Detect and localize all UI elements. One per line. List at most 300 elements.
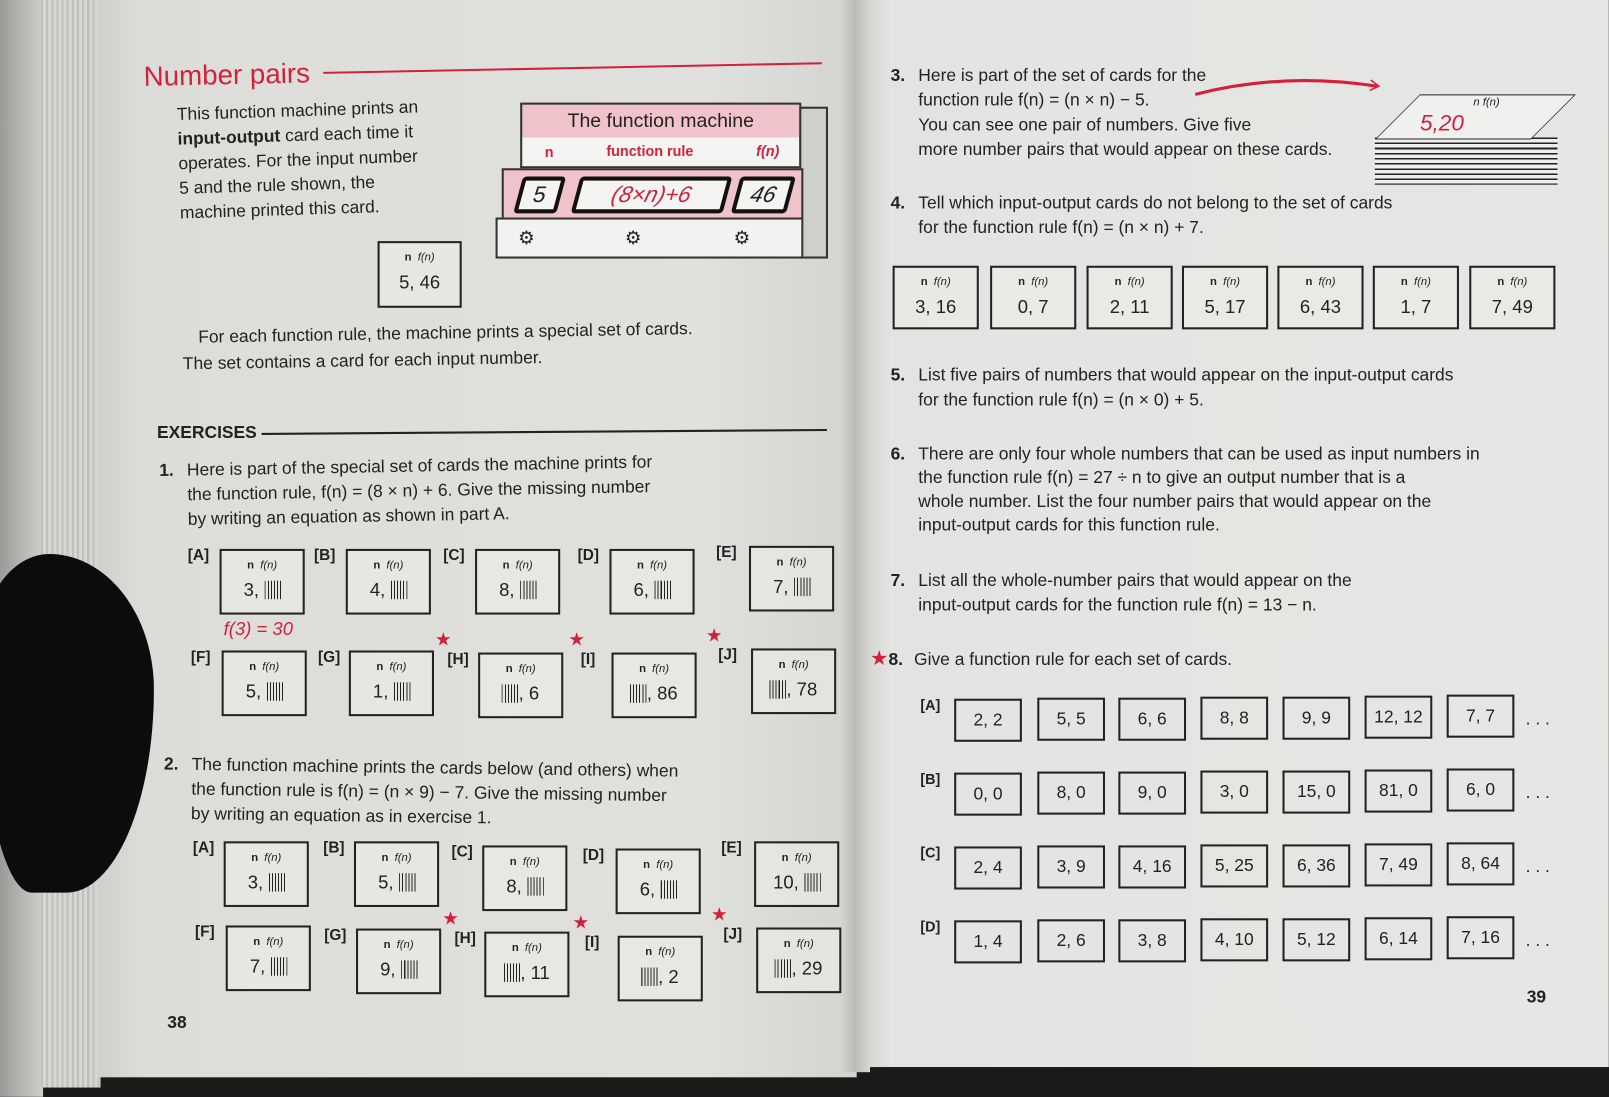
- number-pair-card: 3, 9: [1037, 846, 1105, 889]
- input-output-card: [349, 650, 434, 716]
- card-header-f: f(n): [518, 662, 536, 676]
- card-input: 5,: [378, 872, 399, 893]
- exercise-text: Here is part of the special set of cards the machine prints for: [186, 452, 653, 480]
- card-input: 5,: [245, 681, 267, 702]
- input-output-card: [756, 928, 841, 994]
- card-label: [E]: [721, 839, 742, 857]
- card-header: [751, 556, 832, 569]
- card-value: [224, 680, 305, 703]
- card-header: [756, 852, 837, 865]
- card-input: 1,: [372, 681, 394, 702]
- star-icon: ★: [435, 628, 452, 650]
- hidden-number-bars: [393, 682, 409, 700]
- number-pair-card: 1, 4: [954, 920, 1022, 963]
- input-output-card: [618, 936, 703, 1002]
- card-value: [356, 871, 437, 894]
- hidden-number-bars: [502, 684, 518, 702]
- card-header-f: f(n): [1318, 275, 1336, 289]
- exercise-text: the function rule f(n) = 27 ÷ n to give an output number that is a: [918, 467, 1406, 488]
- card-header-f: f(n): [417, 251, 435, 264]
- input-output-card: [220, 549, 305, 615]
- input-output-card: [224, 841, 309, 907]
- number-pair-card: 5, 25: [1200, 845, 1268, 888]
- card-header-f: f(n): [1223, 275, 1241, 289]
- card-label: [G]: [324, 926, 347, 944]
- machine-title: The function machine: [520, 103, 801, 142]
- input-output-card: [484, 932, 569, 998]
- exercise-number: 2.: [163, 754, 179, 774]
- hidden-number-bars: [642, 968, 658, 986]
- exercise-text: whole number. List the four number pairs that would appear on the: [918, 491, 1432, 511]
- machine-input: 5: [513, 176, 566, 213]
- card-header: [1279, 276, 1361, 289]
- number-pair-card: 81, 0: [1365, 770, 1433, 813]
- card-header: [614, 663, 695, 676]
- exercise-text: function rule f(n) = (n × n) − 5.: [918, 90, 1150, 110]
- number-pair-card: 7, 7: [1447, 695, 1515, 738]
- card-header-f: f(n): [1031, 275, 1049, 289]
- number-pair-card: 6, 0: [1447, 769, 1515, 812]
- input-output-card: [482, 845, 567, 911]
- exercise-text: Give a function rule for each set of cards.: [914, 649, 1233, 669]
- card-header: [484, 856, 565, 869]
- input-output-card: [478, 653, 563, 719]
- card-header-n: n: [920, 275, 928, 289]
- sample-card: [378, 241, 462, 308]
- card-output: , 11: [520, 962, 550, 983]
- card-header-n: n: [247, 559, 255, 572]
- input-output-card: [893, 266, 979, 330]
- card-header: [1471, 276, 1553, 289]
- exercise-text: List all the whole-number pairs that would appear on the: [918, 570, 1352, 590]
- card-label: [B]: [323, 839, 345, 857]
- page-number: 38: [167, 1012, 187, 1033]
- card-header-f: f(n): [522, 855, 540, 868]
- card-input: 9,: [380, 959, 401, 980]
- card-header-n: n: [376, 660, 384, 674]
- card-value: [226, 871, 307, 894]
- stack-card-value: 5,20: [1419, 109, 1464, 136]
- number-pair-card: 2, 4: [954, 846, 1022, 889]
- number-pair-card: 8, 8: [1200, 697, 1268, 740]
- card-value: 5, 17: [1204, 296, 1246, 318]
- hidden-number-bars: [401, 960, 417, 978]
- hidden-number-bars: [527, 877, 543, 895]
- card-header: [1089, 276, 1171, 289]
- input-output-card: [751, 648, 836, 714]
- card-header-f: f(n): [262, 660, 280, 674]
- card-label: [G]: [318, 648, 341, 666]
- number-pair-card: 8, 64: [1447, 843, 1515, 886]
- card-label: [A]: [187, 546, 210, 565]
- card-header: [228, 936, 309, 949]
- card-header-n: n: [1114, 275, 1122, 289]
- card-header-n: n: [505, 662, 513, 676]
- exercise-text: There are only four whole numbers that can be used as input numbers in: [918, 444, 1480, 464]
- intro-line: 5 and the rule shown, the: [178, 172, 376, 198]
- hidden-number-bars: [504, 963, 520, 981]
- card-label: [C]: [443, 546, 465, 565]
- knob-icon: ⚙: [733, 227, 751, 249]
- card-header-n: n: [509, 855, 517, 868]
- exercise-8: [870, 646, 1232, 672]
- card-value: [358, 958, 439, 981]
- input-output-card: [611, 653, 696, 719]
- card-header: [480, 663, 561, 676]
- set-label: [C]: [920, 844, 941, 861]
- card-header: [618, 859, 699, 872]
- ellipsis: . . .: [1525, 708, 1550, 729]
- card-header: [222, 559, 303, 572]
- card-input: 7,: [249, 956, 271, 977]
- input-output-card: [749, 546, 834, 612]
- card-stack-illustration: [1375, 94, 1558, 188]
- card-value: 3, 16: [915, 296, 957, 318]
- card-header: [895, 276, 977, 289]
- intro-line: This function machine prints an: [176, 97, 419, 125]
- card-output: , 2: [658, 966, 679, 988]
- card-input: 4,: [369, 579, 391, 601]
- card-label: [F]: [194, 923, 215, 941]
- number-pair-card: 3, 0: [1200, 771, 1268, 814]
- exercise-text: the function rule, f(n) = (8 × n) + 6. Give the missing number: [187, 476, 651, 505]
- card-header: [477, 559, 558, 572]
- exercise-2: [163, 752, 678, 833]
- input-output-card: [990, 266, 1076, 330]
- card-header-n: n: [1400, 275, 1408, 289]
- card-header-f: f(n): [260, 559, 278, 572]
- machine-f-label: f(n): [756, 142, 780, 160]
- star-icon: ★: [870, 647, 889, 670]
- input-output-card: [609, 549, 694, 615]
- card-header: [224, 661, 305, 674]
- card-header-n: n: [781, 851, 789, 864]
- card-input: 8,: [506, 876, 527, 897]
- card-value: 0, 7: [1017, 296, 1049, 318]
- hidden-number-bars: [660, 880, 676, 898]
- hidden-number-bars: [268, 873, 284, 891]
- book-spine: [839, 0, 870, 1072]
- set-label: [D]: [920, 918, 941, 935]
- card-header-n: n: [776, 556, 784, 569]
- input-output-card: [1277, 266, 1363, 330]
- hidden-number-bars: [775, 959, 791, 977]
- card-value: 7, 49: [1491, 296, 1533, 318]
- card-header-f: f(n): [1413, 275, 1431, 289]
- hidden-number-bars: [266, 682, 282, 700]
- ellipsis: . . .: [1525, 856, 1550, 877]
- card-header-f: f(n): [789, 556, 807, 569]
- card-label: [D]: [577, 546, 600, 565]
- card-value: 2, 11: [1109, 296, 1150, 318]
- card-header-f: f(n): [389, 660, 407, 674]
- card-header-f: f(n): [791, 658, 809, 672]
- card-header-n: n: [637, 559, 644, 572]
- exercise-number: 4.: [890, 192, 906, 213]
- input-output-card: [222, 650, 307, 716]
- exercise-text: input-output cards for the function rule f(n) = 13 − n.: [918, 595, 1317, 615]
- machine-rule: (8×n)+6: [571, 176, 733, 213]
- number-pair-card: 5, 12: [1283, 918, 1351, 961]
- card-label: [A]: [192, 839, 215, 857]
- section-title: Number pairs: [143, 57, 311, 93]
- card-header-f: f(n): [656, 858, 674, 872]
- machine-side: [799, 107, 828, 259]
- card-header-n: n: [373, 559, 381, 572]
- exercise-number: 8.: [888, 649, 904, 669]
- card-output: , 78: [786, 679, 818, 700]
- card-header-n: n: [783, 937, 791, 951]
- exercise-text: by writing an equation as in exercise 1.: [190, 803, 492, 828]
- card-label: [B]: [313, 546, 336, 565]
- hidden-number-bars: [399, 873, 415, 891]
- hidden-number-bars: [264, 581, 280, 599]
- card-value: [751, 576, 832, 599]
- machine-base: [496, 218, 804, 259]
- card-value: [614, 682, 695, 705]
- page-edges: [41, 0, 101, 1088]
- set-label: [A]: [920, 696, 941, 714]
- card-label: [F]: [190, 648, 211, 666]
- number-pair-card: 5, 5: [1037, 698, 1105, 741]
- input-output-card: [616, 849, 701, 915]
- machine-display: [502, 168, 804, 219]
- knob-icon: ⚙: [624, 227, 642, 249]
- card-input: 8,: [499, 579, 520, 601]
- hidden-number-bars: [794, 578, 810, 596]
- card-output: , 29: [791, 958, 823, 979]
- card-header: [611, 559, 692, 572]
- card-header: [992, 276, 1074, 289]
- card-header-n: n: [643, 858, 651, 872]
- exercise-number: 1.: [159, 460, 174, 481]
- intro-text: [176, 95, 421, 226]
- card-header: [1375, 276, 1457, 289]
- explanation-line: For each function rule, the machine prints a special set of cards.: [198, 318, 693, 347]
- card-header-f: f(n): [650, 559, 668, 572]
- card-header-n: n: [502, 559, 510, 572]
- input-output-card: [1182, 266, 1268, 330]
- star-icon: ★: [705, 624, 723, 646]
- machine-n-label: n: [544, 143, 554, 161]
- card-header: [358, 939, 439, 952]
- card-value: [351, 680, 432, 703]
- ellipsis: . . .: [1525, 782, 1550, 803]
- card-input: 7,: [773, 576, 794, 598]
- exercise-number: 6.: [890, 444, 906, 464]
- number-pair-card: 7, 16: [1447, 917, 1515, 960]
- star-icon: ★: [572, 912, 590, 933]
- number-pair-card: 15, 0: [1283, 770, 1351, 813]
- number-pair-card: 0, 0: [954, 773, 1022, 816]
- hidden-number-bars: [270, 957, 286, 975]
- hidden-number-bars: [520, 581, 536, 599]
- arrow-icon: [1190, 72, 1395, 103]
- exercise-7: [891, 568, 1352, 617]
- number-pair-card: 2, 2: [954, 699, 1022, 742]
- card-value: 1, 7: [1400, 296, 1432, 318]
- card-input: 3,: [247, 872, 269, 893]
- star-icon: ★: [442, 908, 459, 929]
- card-output: , 86: [646, 683, 678, 704]
- card-value: [222, 579, 303, 602]
- hidden-number-bars: [804, 873, 820, 891]
- machine-output: 46: [731, 176, 796, 213]
- exercise-text: for the function rule f(n) = (n × 0) + 5.: [918, 389, 1204, 410]
- input-output-card: [356, 929, 441, 995]
- card-label: [I]: [580, 650, 596, 668]
- card-input: 6,: [639, 879, 661, 900]
- card-value: [486, 961, 567, 984]
- number-pair-card: 6, 14: [1365, 917, 1433, 960]
- input-output-card: [354, 841, 439, 907]
- card-header-n: n: [381, 851, 389, 864]
- card-header-f: f(n): [794, 851, 812, 864]
- card-header-f: f(n): [266, 935, 284, 949]
- card-header-f: f(n): [515, 559, 533, 572]
- exercise-6: [891, 442, 1480, 536]
- number-pair-card: 2, 6: [1037, 920, 1105, 963]
- card-value: 6, 43: [1299, 296, 1341, 318]
- number-pair-card: 12, 12: [1365, 696, 1433, 739]
- exercise-4: [891, 191, 1393, 240]
- card-header-f: f(n): [386, 559, 404, 572]
- card-header-n: n: [249, 660, 257, 674]
- set-label: [B]: [920, 770, 941, 787]
- card-label: [H]: [454, 929, 476, 947]
- intro-bold-term: input-output: [177, 126, 281, 149]
- number-pair-card: 7, 49: [1365, 843, 1433, 886]
- explanation-line: The set contains a card for each input number.: [182, 347, 543, 374]
- intro-line: operates. For the input number: [178, 146, 419, 174]
- card-header: [753, 659, 834, 672]
- knob-icon: ⚙: [518, 227, 535, 249]
- exercise-text: You can see one pair of numbers. Give five: [918, 114, 1252, 135]
- number-pair-card: 4, 10: [1200, 918, 1268, 961]
- input-output-card: [475, 549, 560, 615]
- card-header-n: n: [639, 662, 646, 676]
- number-pair-card: 6, 6: [1118, 697, 1186, 740]
- exercise-number: 5.: [890, 365, 906, 385]
- card-header-f: f(n): [658, 945, 676, 959]
- card-value: [620, 965, 701, 988]
- exercise-text: by writing an equation as shown in part A.: [187, 503, 510, 529]
- card-header-n: n: [1210, 275, 1217, 289]
- exercise-text: the function rule is f(n) = (n × 9) − 7. Give the missing number: [191, 779, 667, 806]
- hidden-number-bars: [390, 581, 406, 599]
- example-answer: f(3) = 30: [223, 618, 293, 640]
- stack-edges: [1375, 137, 1558, 184]
- card-header: [348, 559, 429, 572]
- machine-rule-label: function rule: [606, 142, 694, 160]
- card-header: [486, 942, 567, 955]
- card-label: [H]: [447, 650, 469, 668]
- card-header-n: n: [251, 851, 259, 864]
- card-value: [228, 955, 309, 978]
- number-pair-card: 8, 0: [1037, 772, 1105, 815]
- card-header-f: f(n): [1510, 275, 1528, 289]
- input-output-card: [346, 549, 431, 615]
- intro-line: card each time it: [284, 121, 414, 146]
- exercise-text: for the function rule f(n) = (n × n) + 7.: [918, 217, 1204, 238]
- function-machine-illustration: [496, 101, 826, 257]
- machine-labels: [520, 137, 801, 168]
- card-value: [611, 579, 692, 602]
- star-icon: ★: [568, 628, 585, 650]
- card-header-n: n: [645, 945, 653, 959]
- number-pair-card: 6, 36: [1283, 844, 1351, 887]
- card-header: [356, 852, 437, 865]
- card-header-f: f(n): [396, 938, 414, 952]
- card-header-f: f(n): [264, 851, 282, 864]
- input-output-card: [1373, 266, 1459, 330]
- card-value: [477, 579, 558, 602]
- card-header-f: f(n): [394, 851, 412, 864]
- card-input: 10,: [773, 872, 804, 893]
- exercise-text: Tell which input-output cards do not belong to the set of cards: [918, 192, 1393, 213]
- hidden-number-bars: [770, 680, 786, 698]
- card-header-f: f(n): [933, 275, 951, 289]
- card-header: [758, 938, 839, 951]
- exercise-text: input-output cards for this function rule.: [918, 515, 1220, 535]
- card-header: [1184, 276, 1266, 289]
- exercise-text: List five pairs of numbers that would appear on the input-output cards: [918, 365, 1454, 385]
- card-value: [484, 875, 565, 898]
- card-header-f: f(n): [796, 937, 814, 951]
- stack-card-header: n f(n): [1473, 96, 1500, 109]
- number-pair-card: 9, 9: [1283, 696, 1351, 739]
- card-input: 3,: [243, 579, 265, 601]
- card-header-n: n: [1305, 275, 1313, 289]
- number-pair-card: 9, 0: [1118, 771, 1186, 814]
- exercise-number: 7.: [890, 570, 906, 590]
- ellipsis: . . .: [1525, 930, 1550, 951]
- intro-line: machine printed this card.: [179, 196, 380, 223]
- input-output-card: [754, 841, 839, 907]
- input-output-card: [226, 925, 311, 991]
- card-header-n: n: [1018, 275, 1026, 289]
- card-label: [I]: [584, 933, 600, 952]
- card-value: [348, 579, 429, 602]
- card-header-n: n: [778, 658, 786, 672]
- card-header-n: n: [383, 938, 391, 952]
- input-output-card: [1469, 266, 1555, 330]
- exercise-1: [159, 450, 653, 532]
- input-output-card: [1087, 266, 1173, 330]
- card-header-f: f(n): [652, 662, 670, 676]
- card-value: [618, 878, 699, 901]
- card-header-n: n: [1497, 275, 1505, 289]
- hidden-number-bars: [630, 684, 646, 702]
- card-header: [620, 946, 701, 959]
- card-label: [D]: [582, 846, 605, 864]
- exercise-text: The function machine prints the cards below (and others) when: [191, 754, 679, 781]
- exercise-text: more number pairs that would appear on these cards.: [918, 139, 1333, 160]
- exercise-text: Here is part of the set of cards for the: [918, 65, 1207, 86]
- card-header: [226, 852, 307, 865]
- card-value: [480, 682, 561, 705]
- star-icon: ★: [711, 903, 728, 925]
- card-label: [C]: [451, 843, 473, 861]
- card-label: [J]: [718, 646, 738, 664]
- exercises-heading: EXERCISES: [156, 422, 257, 443]
- hidden-number-bars: [654, 581, 670, 599]
- page-number: 39: [1526, 987, 1547, 1007]
- card-header-f: f(n): [524, 941, 542, 955]
- book-cover-edge: [0, 0, 43, 1097]
- card-header-n: n: [253, 935, 261, 949]
- card-value: [756, 871, 837, 894]
